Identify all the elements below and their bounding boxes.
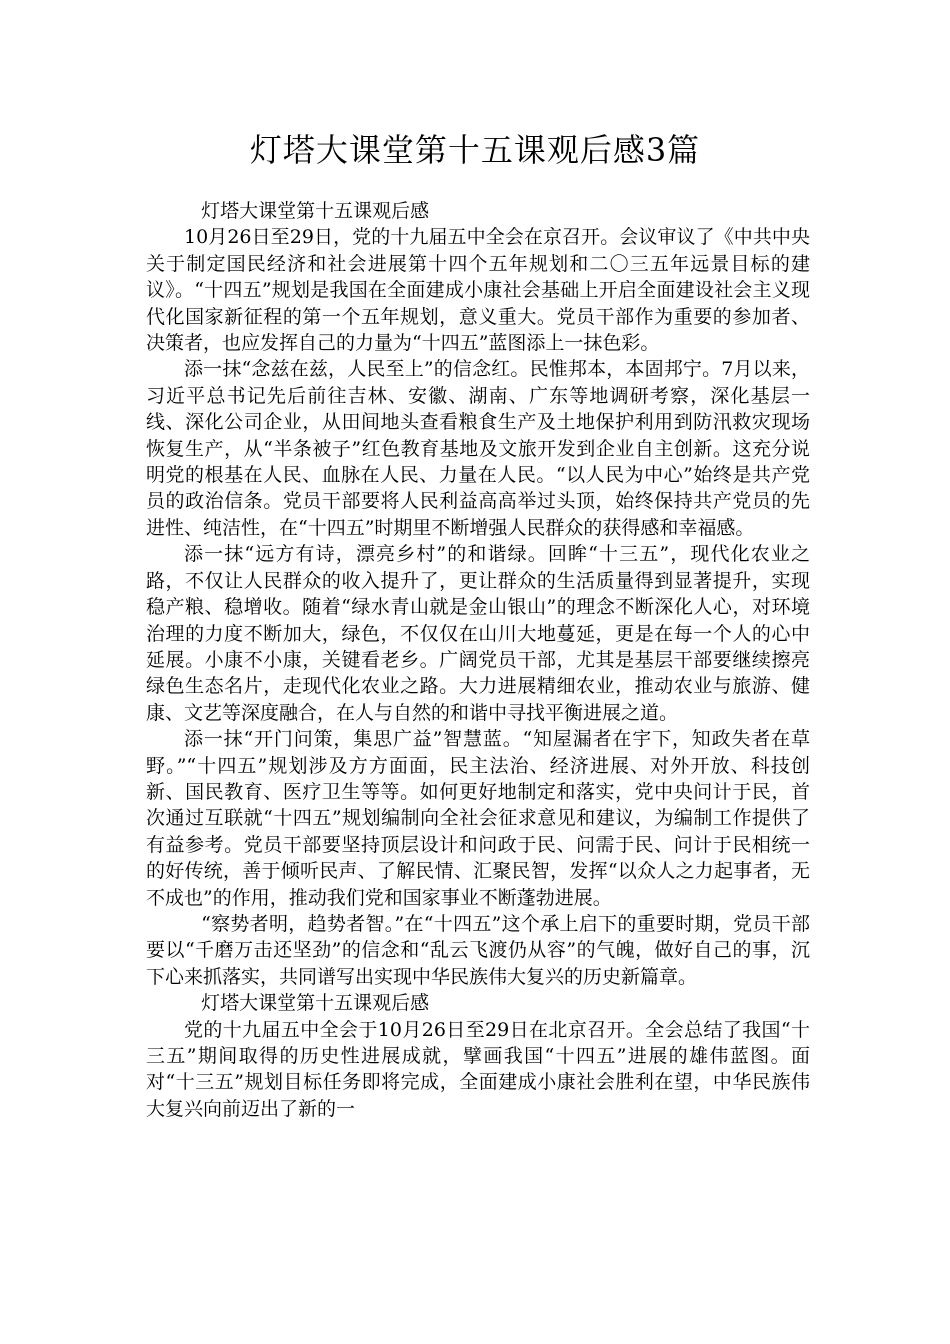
section-subheading: 灯塔大课堂第十五课观后感: [201, 200, 430, 222]
document-body: [146, 198, 810, 1122]
paragraph: 添一抹“开门问策，集思广益”智慧蓝。“知屋漏者在宇下，知政失者在草野。”“十四五”规划涉及方方面面，民主法治、经济进展、对外开放、科技创新、国民教育、医疗卫生等等。如何更好地制定和落实，党中央问计于民，首次通过互联就“十四五”规划编制向全社会征求意见和建议，为编制工作提供了有益参考。党员干部要坚持顶层设计和问政于民、问需于民、问计于民相统一的好传统，善于倾听民声、了解民情、汇聚民智，发挥“以众人之力起事者，无不成也”的作用，推动我们党和国家事业不断蓬勃进展。: [146, 728, 810, 909]
paragraph: 添一抹“远方有诗，漂亮乡村”的和谐绿。回眸“十三五”，现代化农业之路，不仅让人民群众的收入提升了，更让群众的生活质量得到显著提升，实现稳产粮、稳增收。随着“绿水青山就是金山银山”的理念不断深化人心，对环境治理的力度不断加大，绿色，不仅仅在山川大地蔓延，更是在每一个人的心中延展。小康不小康，关键看老乡。广阔党员干部，尤其是基层干部要继续擦亮绿色生态名片，走现代化农业之路。大力进展精细农业，推动农业与旅游、健康、文艺等深度融合，在人与自然的和谐中寻找平衡进展之道。: [146, 543, 810, 724]
paragraph: 10月26日至29日，党的十九届五中全会在京召开。会议审议了《中共中央关于制定国民经济和社会进展第十四个五年规划和二〇三五年远景目标的建议》。“十四五”规划是我国在全面建成小康社会基础上开启全面建设社会主义现代化国家新征程的第一个五年规划，意义重大。党员干部作为重要的参加者、决策者，也应发挥自己的力量为“十四五”蓝图添上一抹色彩。: [146, 226, 810, 355]
page-title: 灯塔大课堂第十五课观后感3篇: [249, 131, 701, 169]
paragraph: 党的十九届五中全会于10月26日至29日在北京召开。全会总结了我国“十三五”期间取得的历史性进展成就，擘画我国“十四五”进展的雄伟蓝图。面对“十三五”规划目标任务即将完成，全面建成小康社会胜利在望，中华民族伟大复兴向前迈出了新的一: [146, 1018, 810, 1120]
paragraph: 添一抹“念兹在兹，人民至上”的信念红。民惟邦本，本固邦宁。7月以来，习近平总书记先后前往吉林、安徽、湖南、广东等地调研考察，深化基层一线、深化公司企业，从田间地头查看粮食生产及土地保护利用到防汛救灾现场恢复生产，从“半条被子”红色教育基地及文旅开发到企业自主创新。这充分说明党的根基在人民、血脉在人民、力量在人民。“以人民为中心”始终是共产党员的政治信条。党员干部要将人民利益高高举过头顶，始终保持共产党员的先进性、纯洁性，在“十四五”时期里不断增强人民群众的获得感和幸福感。: [146, 358, 810, 539]
paragraph: “察势者明，趋势者智。”在“十四五”这个承上启下的重要时期，党员干部要以“千磨万击还坚劲”的信念和“乱云飞渡仍从容”的气魄，做好自己的事，沉下心来抓落实，共同谱写出实现中华民族伟大复兴的历史新篇章。: [146, 912, 810, 988]
section-subheading: 灯塔大课堂第十五课观后感: [201, 992, 430, 1015]
